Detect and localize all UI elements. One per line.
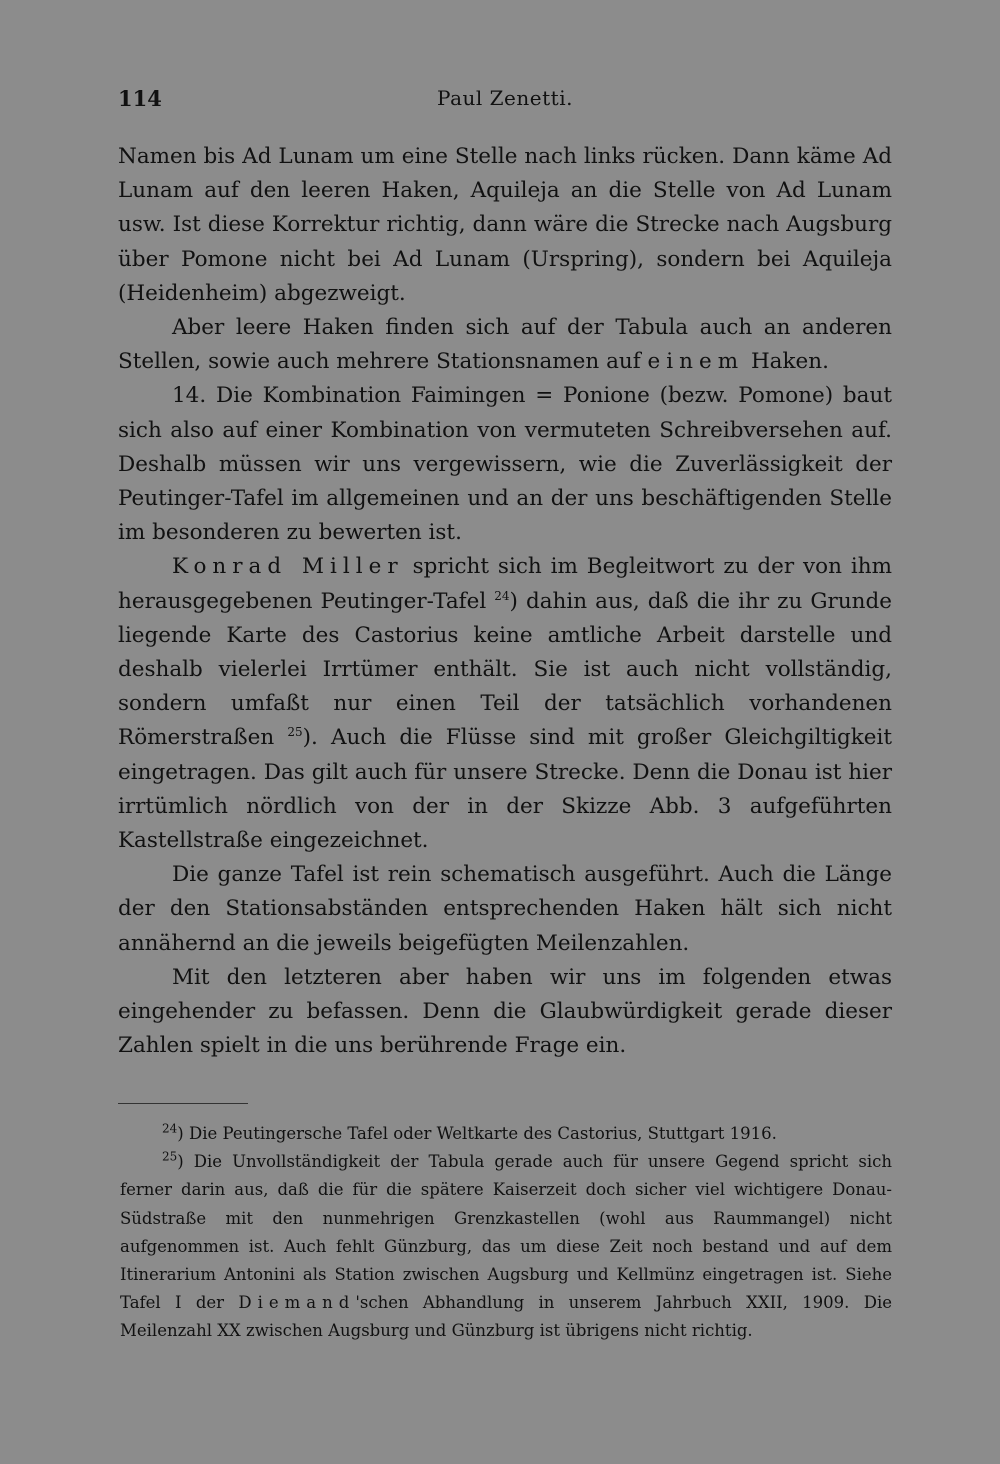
footnote-mark: 25 [162,1149,178,1164]
running-title: Paul Zenetti. [437,86,573,110]
text-run: Haken. [750,349,829,375]
footnote-ref: 25 [287,725,303,740]
text-run: ). Auch die Flüsse sind mit großer Gleichgiltigkeit eingetragen. Das gilt auch für unsere Strecke. Denn die Donau ist hier irrtümlich nördlich von der in der Skizze Abb. 3 aufgeführten Kastellstraße eingezeichnet. [118,725,892,854]
footnote [120,1148,892,1345]
spaced-emphasis: einem [647,349,745,375]
text-run: Aber leere Haken finden sich auf der Tabula auch an anderen Stellen, sowie auch mehrere Stationsnamen auf [118,315,892,375]
paragraph: Namen bis Ad Lunam um eine Stelle nach links rücken. Dann käme Ad Lunam auf den leeren Haken, Aquileja an die Stelle von Ad Lunam usw. Ist diese Korrektur richtig, dann wäre die Strecke nach Augsburg über Pomone nicht bei Ad Lunam (Urspring), sondern bei Aquileja (Heidenheim) abgezweigt. [118,144,892,306]
text-run: ) dahin aus, daß die ihr zu Grunde liegende Karte des Castorius keine amtliche Arbeit darstelle und deshalb vielerlei Irrtümer enthält. Sie ist auch nicht vollständig, sondern umfaßt nur einen Teil der tatsächlich vorhandenen Römerstraßen [118,588,892,751]
page-header [118,86,892,120]
footnote-mark: 24 [162,1121,178,1136]
paragraph [118,550,892,858]
footnote-rule [118,1103,248,1104]
footnotes [120,1120,892,1346]
footnote-text: ) Die Peutingersche Tafel oder Weltkarte des Castorius, Stuttgart 1916. [177,1124,777,1143]
main-text [118,140,892,1063]
text-run: spricht sich im Begleitwort zu der von ihm herausgegebenen Peutinger-Tafel [118,554,892,614]
paragraph: Die ganze Tafel ist rein schematisch ausgeführt. Auch die Länge der den Stationsabständen entsprechenden Haken hält sich nicht annähernd an die jeweils beigefügten Meilenzahlen. [118,862,892,956]
footnote-ref: 24 [494,588,510,603]
page-number: 114 [118,86,162,111]
footnote-text: 'schen Abhandlung in unserem Jahrbuch XXII, 1909. Die Meilenzahl XX zwischen Augsburg und Günzburg ist übrigens nicht richtig. [120,1293,892,1341]
paragraph: Mit den letzteren aber haben wir uns im folgenden etwas eingehender zu befassen. Denn die Glaubwürdigkeit gerade dieser Zahlen spielt in die uns berührende Frage ein. [118,964,892,1059]
paragraph: 14. Die Kombination Faimingen = Ponione (bezw. Pomone) baut sich also auf einer Kombination von vermuteten Schreibversehen auf. Deshalb müssen wir uns vergewissern, wie die Zuverlässigkeit der Peutinger-Tafel im allgemeinen und an der uns beschäftigenden Stelle im besonderen zu bewerten ist. [118,383,892,546]
author-name-spaced: Konrad Miller [172,554,404,580]
footnote [120,1120,892,1148]
spaced-emphasis: Diemand [238,1293,356,1313]
paragraph [118,311,892,379]
footnote-text: ) Die Unvollständigkeit der Tabula gerade auch für unsere Gegend spricht sich ferner darin aus, daß die für die spätere Kaiserzeit doch sicher viel wichtigere Donau-Südstraße mit den nunmehrigen Grenzkastellen (wohl aus Raummangel) nicht aufgenommen ist. Auch fehlt Günzburg, das um diese Zeit noch bestand und auf dem Itinerarium Antonini als Station zwischen Augsburg und Kellmünz eingetragen ist. Siehe Tafel I der [120,1152,892,1313]
